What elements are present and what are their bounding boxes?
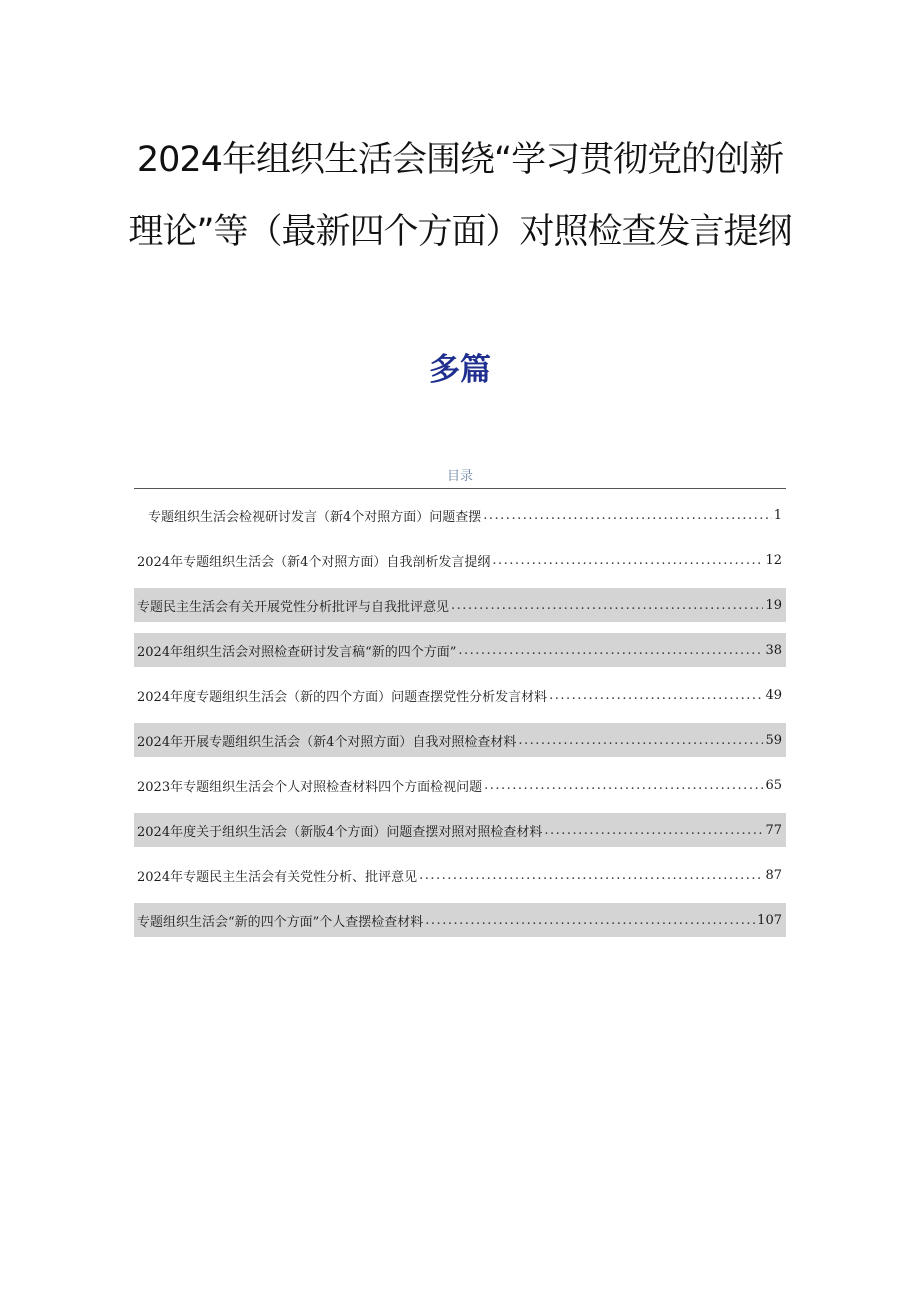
- toc-entry[interactable]: [134, 678, 786, 712]
- toc-entry-page: 19: [765, 597, 782, 613]
- toc-entry[interactable]: [134, 768, 786, 802]
- toc-entry-title: 2024年度专题组织生活会（新的四个方面）问题查摆党性分析发言材料: [137, 689, 548, 705]
- toc-entry-title: 专题民主生活会有关开展党性分析批评与自我批评意见: [137, 599, 450, 615]
- toc-leader-dots: [492, 553, 763, 568]
- toc-leader-dots: [458, 643, 763, 658]
- toc-entry-title: 2023年专题组织生活会个人对照检查材料四个方面检视问题: [137, 779, 483, 795]
- toc-entry-title: 专题组织生活会“新的四个方面”个人查摆检查材料: [137, 914, 424, 930]
- toc-entry-page: 59: [765, 732, 782, 748]
- toc-entry-page: 65: [765, 777, 782, 793]
- toc-entry[interactable]: [134, 498, 786, 532]
- toc-entry[interactable]: [134, 858, 786, 892]
- toc-entry-page: 38: [765, 642, 782, 658]
- toc-entry-title: 2024年专题组织生活会（新4个对照方面）自我剖析发言提纲: [137, 554, 491, 570]
- toc-heading: 目录: [446, 469, 473, 484]
- toc-leader-dots: [484, 778, 763, 793]
- toc-entry[interactable]: [134, 633, 786, 667]
- toc-entry-page: 107: [757, 912, 782, 928]
- toc-entry[interactable]: [134, 588, 786, 622]
- toc-leader-dots: [425, 913, 755, 928]
- toc-leader-dots: [451, 598, 763, 613]
- toc-entry[interactable]: [134, 723, 786, 757]
- toc-leader-dots: [518, 733, 763, 748]
- toc-entry-page: 77: [765, 822, 782, 838]
- toc-entry-title: 2024年开展专题组织生活会（新4个对照方面）自我对照检查材料: [137, 734, 517, 750]
- toc-entry[interactable]: [134, 903, 786, 937]
- toc-entry-page: 87: [765, 867, 782, 883]
- toc-leader-dots: [549, 688, 763, 703]
- document-subtitle: 多篇: [429, 352, 491, 388]
- toc-entry-page: 1: [773, 507, 782, 523]
- toc-leader-dots: [419, 868, 763, 883]
- toc-entry-title: 专题组织生活会检视研讨发言（新4个对照方面）问题查摆: [148, 509, 482, 525]
- table-of-contents: [134, 498, 786, 948]
- toc-entry[interactable]: [134, 813, 786, 847]
- toc-entry[interactable]: [134, 543, 786, 577]
- toc-entry-title: 2024年专题民主生活会有关党性分析、批评意见: [137, 869, 418, 885]
- document-title: 2024年组织生活会围绕“学习贯彻党的创新理论”等（最新四个方面）对照检查发言提纲: [128, 140, 792, 252]
- toc-leader-dots: [483, 508, 771, 523]
- toc-entry-page: 49: [765, 687, 782, 703]
- toc-entry-title: 2024年度关于组织生活会（新版4个方面）问题查摆对照对照检查材料: [137, 824, 543, 840]
- toc-entry-page: 12: [765, 552, 782, 568]
- toc-leader-dots: [544, 823, 763, 838]
- toc-entry-title: 2024年组织生活会对照检查研讨发言稿“新的四个方面”: [137, 644, 457, 660]
- toc-divider: [134, 488, 786, 489]
